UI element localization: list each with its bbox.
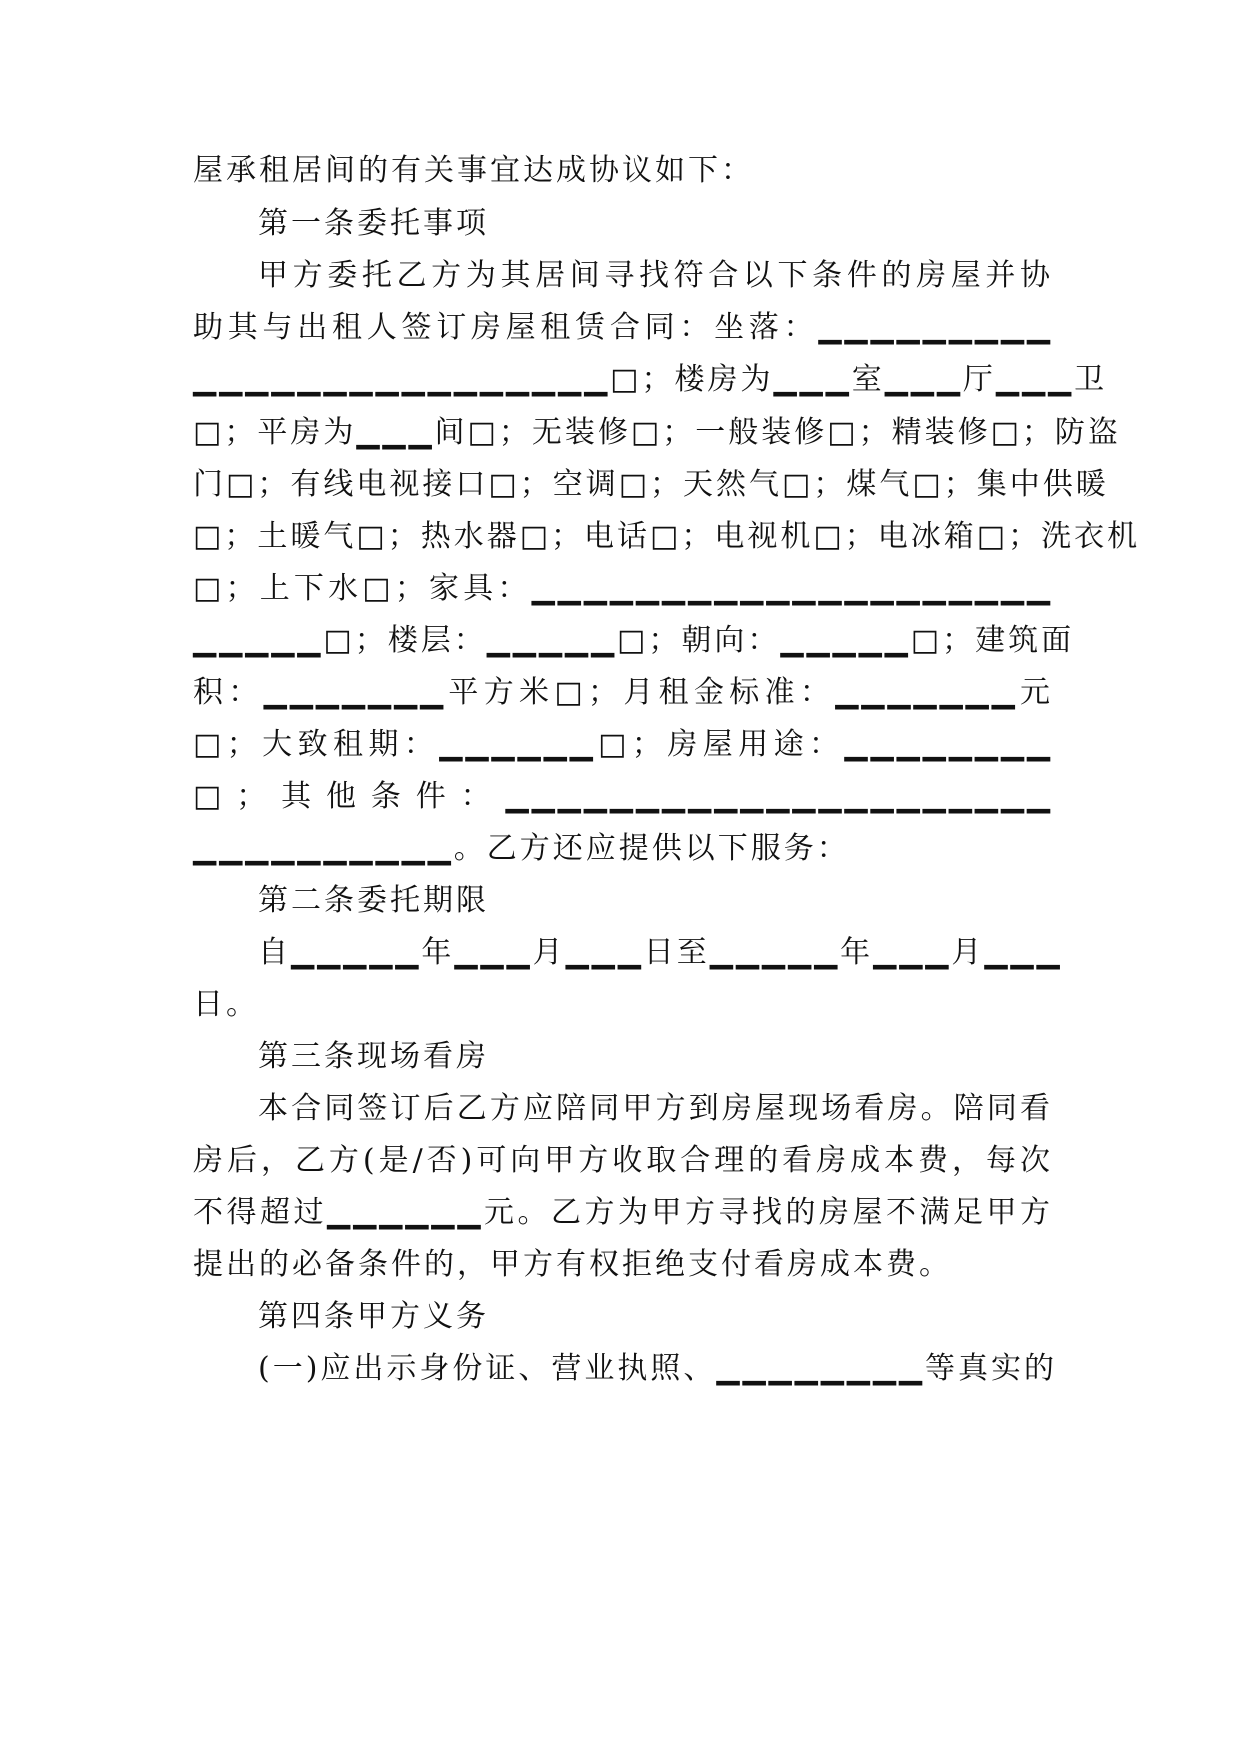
text-line: 不得超过▁▁▁▁▁▁元。乙方为甲方寻找的房屋不满足甲方 bbox=[193, 1195, 1053, 1230]
text-line: □；平房为▁▁▁间□；无装修□；一般装修□；精装修□；防盗 bbox=[193, 415, 1121, 450]
text-line: 甲方委托乙方为其居间寻找符合以下条件的房屋并协 bbox=[258, 258, 1053, 293]
text-line: □；上下水□；家具：▁▁▁▁▁▁▁▁▁▁▁▁▁▁▁▁▁▁▁▁ bbox=[193, 571, 1053, 606]
text-line: 本合同签订后乙方应陪同甲方到房屋现场看房。陪同看 bbox=[258, 1091, 1053, 1126]
text-line: ▁▁▁▁▁□；楼层：▁▁▁▁▁□；朝向：▁▁▁▁▁□；建筑面 bbox=[193, 623, 1075, 658]
section-heading-3: 第三条现场看房 bbox=[258, 1039, 489, 1074]
text-line: 房后，乙方(是/否)可向甲方收取合理的看房成本费，每次 bbox=[193, 1143, 1053, 1178]
text-line: □；大致租期：▁▁▁▁▁▁□；房屋用途：▁▁▁▁▁▁▁▁ bbox=[193, 727, 1053, 762]
text-line: 日。 bbox=[193, 987, 259, 1022]
text-line: (一)应出示身份证、营业执照、▁▁▁▁▁▁▁▁等真实的 bbox=[258, 1351, 1057, 1386]
section-heading-1: 第一条委托事项 bbox=[258, 206, 489, 241]
text-line: 积：▁▁▁▁▁▁▁平方米□；月租金标准：▁▁▁▁▁▁▁元 bbox=[193, 675, 1053, 710]
text-line: □；其他条件：▁▁▁▁▁▁▁▁▁▁▁▁▁▁▁▁▁▁▁▁▁ bbox=[193, 779, 1053, 814]
section-heading-4: 第四条甲方义务 bbox=[258, 1299, 489, 1334]
text-line: ▁▁▁▁▁▁▁▁▁▁▁▁▁▁▁▁□；楼房为▁▁▁室▁▁▁厅▁▁▁卫 bbox=[193, 362, 1108, 397]
text-line: ▁▁▁▁▁▁▁▁▁▁。乙方还应提供以下服务： bbox=[193, 831, 850, 866]
text-line: 助其与出租人签订房屋租赁合同：坐落：▁▁▁▁▁▁▁▁▁ bbox=[193, 310, 1053, 345]
text-line-continuation: 屋承租居间的有关事宜达成协议如下： bbox=[193, 153, 754, 188]
section-heading-2: 第二条委托期限 bbox=[258, 883, 489, 918]
text-line: 自▁▁▁▁▁年▁▁▁月▁▁▁日至▁▁▁▁▁年▁▁▁月▁▁▁ bbox=[258, 935, 1063, 970]
text-line: □；土暖气□；热水器□；电话□；电视机□；电冰箱□；洗衣机 bbox=[193, 519, 1141, 554]
text-line: 提出的必备条件的，甲方有权拒绝支付看房成本费。 bbox=[193, 1247, 952, 1282]
text-line: 门□；有线电视接口□；空调□；天然气□；煤气□；集中供暖 bbox=[193, 467, 1109, 502]
